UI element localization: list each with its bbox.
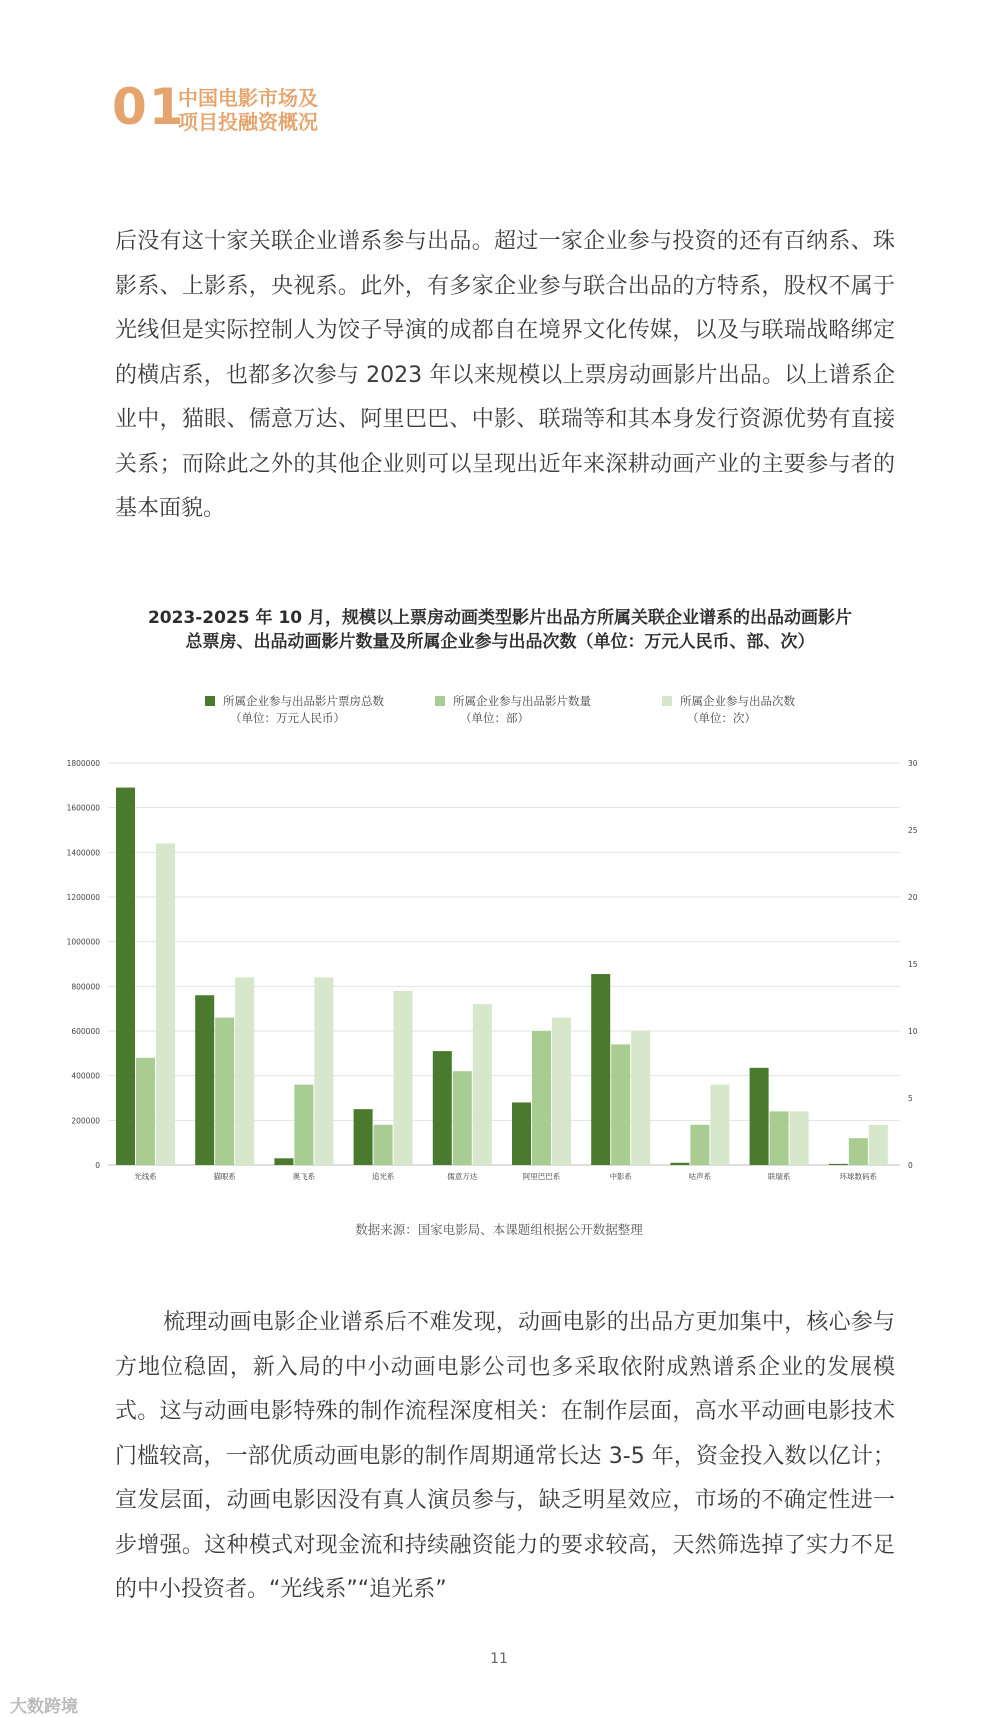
category-label: 儒意万达 <box>447 1172 478 1181</box>
right-axis-tick-label: 25 <box>908 826 918 835</box>
bar <box>829 1164 848 1165</box>
legend-swatch <box>435 696 445 706</box>
bar <box>690 1125 709 1165</box>
bar <box>136 1058 155 1165</box>
category-label: 阿里巴巴系 <box>522 1172 561 1181</box>
right-axis-tick-label: 15 <box>908 960 918 969</box>
right-axis-tick-label: 5 <box>908 1094 913 1103</box>
category-label: 咕声系 <box>688 1172 712 1181</box>
category-label: 猫眼系 <box>213 1172 236 1181</box>
bar-chart <box>0 680 998 1190</box>
bar <box>433 1051 452 1165</box>
chart-title-line2: 总票房、出品动画影片数量及所属企业参与出品次数（单位：万元人民币、部、次） <box>185 632 815 652</box>
bar <box>235 977 254 1165</box>
left-axis-tick-label: 800000 <box>71 982 100 992</box>
source-note: 数据来源：国家电影局、本课题组根据公开数据整理 <box>355 1222 643 1237</box>
bar <box>611 1044 630 1165</box>
left-axis-tick-label: 1200000 <box>66 893 100 902</box>
left-axis-tick-label: 1600000 <box>66 803 100 813</box>
left-axis-tick-label: 400000 <box>71 1071 100 1081</box>
left-axis-tick-label: 1800000 <box>66 759 100 768</box>
bar <box>394 991 413 1165</box>
bar <box>374 1125 393 1165</box>
section-title <box>178 86 318 134</box>
left-axis-tick-label: 1400000 <box>66 848 100 858</box>
legend-unit: （单位：次） <box>687 711 756 725</box>
bar <box>710 1085 729 1165</box>
legend-label: 所属企业参与出品影片票房总数 <box>223 694 384 708</box>
left-axis-tick-label: 600000 <box>71 1027 100 1036</box>
bar <box>294 1085 313 1165</box>
bar <box>274 1158 293 1165</box>
bar <box>453 1071 472 1165</box>
bar <box>849 1138 868 1165</box>
bar <box>215 1018 234 1165</box>
section-number: 01 <box>112 78 186 136</box>
bar <box>631 1031 650 1165</box>
chart-title-line1: 2023-2025 年 10 月，规模以上票房动画类型影片出品方所属关联企业谱系的出品动画影片 <box>147 608 853 628</box>
bar <box>195 995 214 1165</box>
right-axis-tick-label: 0 <box>908 1161 913 1170</box>
category-label: 追光系 <box>371 1172 395 1181</box>
bar <box>116 788 135 1165</box>
section-title-line2: 项目投融资概况 <box>178 110 318 134</box>
page-number: 11 <box>490 1651 508 1667</box>
bar <box>314 977 333 1165</box>
legend-unit: （单位：部） <box>460 711 529 725</box>
right-axis-tick-label: 20 <box>908 893 918 902</box>
right-axis-tick-label: 10 <box>908 1027 918 1036</box>
body-paragraph-1: 后没有这十家关联企业谱系参与出品。超过一家企业参与投资的还有百纳系、珠影系、上影系，央视系。此外，有多家企业参与联合出品的方特系，股权不属于光线但是实际控制人为饺子导演的成都自在境界文化传媒，以及与联瑞战略绑定的横店系，也都多次参与 2023 年以来规模以上票房动画影片出品。以上谱系企业中，猫眼、儒意万达、阿里巴巴、中影、联瑞等和其本身发行资源优势有直接关系；而除此之外的其他企业则可以呈现出近年来深耕动画产业的主要参与者的基本面貌。 <box>115 229 895 521</box>
section-title-line1: 中国电影市场及 <box>178 86 318 110</box>
category-label: 光线系 <box>134 1172 157 1181</box>
left-axis-tick-label: 0 <box>95 1161 100 1170</box>
bar <box>532 1031 551 1165</box>
legend-unit: （单位：万元人民币） <box>230 711 345 725</box>
left-axis-tick-label: 1000000 <box>66 937 100 947</box>
category-label: 联瑞系 <box>767 1172 791 1181</box>
chart-title <box>60 606 940 654</box>
legend-swatch <box>662 696 672 706</box>
bar <box>156 843 175 1165</box>
bar <box>591 974 610 1165</box>
bar <box>750 1068 769 1165</box>
legend-swatch <box>205 696 215 706</box>
bar <box>354 1109 373 1165</box>
right-axis-tick-label: 30 <box>908 759 918 768</box>
bar <box>552 1018 571 1165</box>
bar <box>790 1111 809 1165</box>
category-label: 中影系 <box>609 1172 632 1181</box>
legend-label: 所属企业参与出品影片数量 <box>453 694 591 708</box>
bar <box>512 1102 531 1165</box>
body-paragraph-2: 梳理动画电影企业谱系后不难发现，动画电影的出品方更加集中，核心参与方地位稳固，新入局的中小动画电影公司也多采取依附成熟谱系企业的发展模式。这与动画电影特殊的制作流程深度相关：在制作层面，高水平动画电影技术门槛较高，一部优质动画电影的制作周期通常长达 3-5 年，资金投入数以亿计；宣发层面，动画电影因没有真人演员参与，缺乏明星效应，市场的不确定性进一步增强。这种模式对现金流和持续融资能力的要求较高，天然筛选掉了实力不足的中小投资者。“光线系”“追光系” <box>115 1310 895 1602</box>
bar <box>869 1125 888 1165</box>
bar <box>473 1004 492 1165</box>
bar <box>670 1163 689 1165</box>
watermark-logo: 大数跨境 <box>10 1697 78 1717</box>
left-axis-tick-label: 200000 <box>71 1116 100 1126</box>
category-label: 环球数码系 <box>839 1172 878 1181</box>
legend-label: 所属企业参与出品次数 <box>680 694 795 708</box>
bar <box>770 1111 789 1165</box>
category-label: 奥飞系 <box>292 1172 316 1181</box>
